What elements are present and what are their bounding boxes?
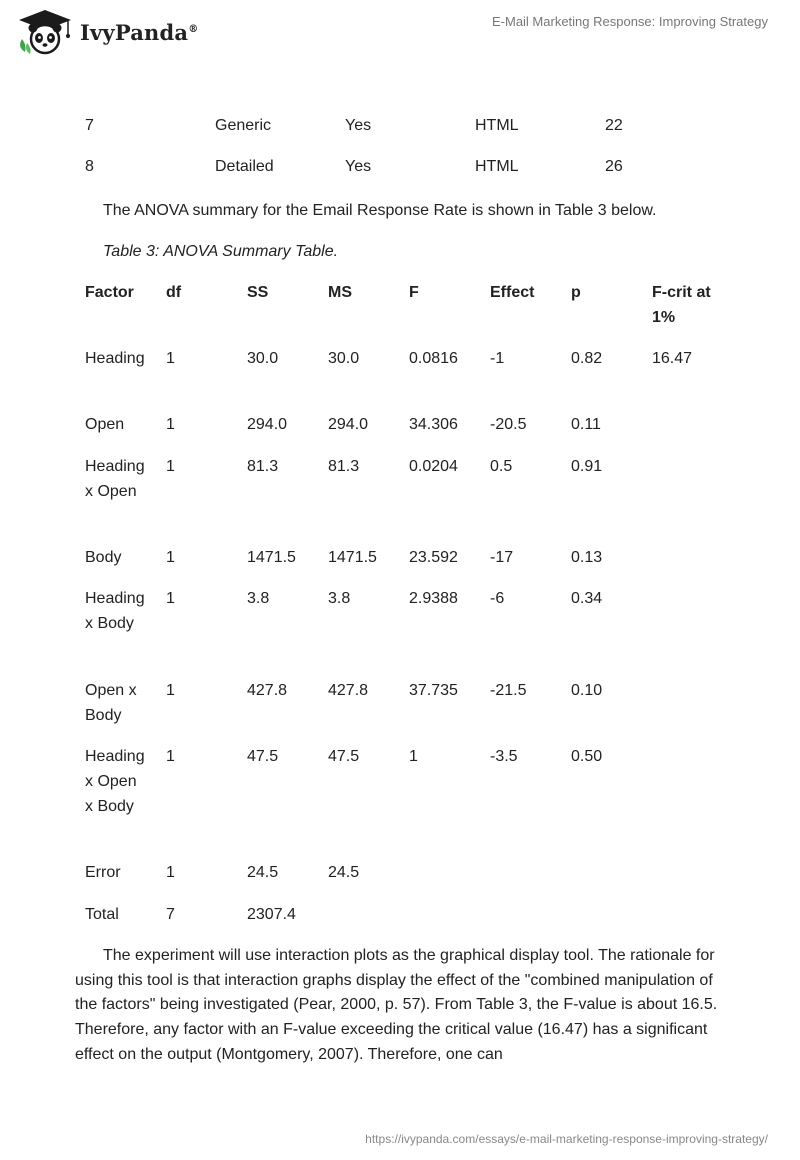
anova-cell-ms: 3.8 xyxy=(328,590,351,607)
design-format-7: HTML xyxy=(475,117,519,134)
anova-cell-f: 0.0204 xyxy=(409,458,458,475)
ivypanda-logo[interactable]: IvyPanda® xyxy=(16,9,198,55)
anova-cell-ss: 24.5 xyxy=(247,864,279,881)
anova-cell-p: 0.10 xyxy=(571,682,603,699)
anova-cell-f: 1 xyxy=(409,748,418,765)
anova-cell-f: 23.592 xyxy=(409,549,458,566)
anova-cell-df: 1 xyxy=(166,350,175,367)
anova-cell-df: 1 xyxy=(166,458,175,475)
anova-cell-ss: 1471.5 xyxy=(247,549,296,566)
anova-cell-p: 0.91 xyxy=(571,458,603,475)
anova-cell-p: 0.50 xyxy=(571,748,603,765)
anova-cell-ms: 81.3 xyxy=(328,458,360,475)
anova-cell-ms: 30.0 xyxy=(328,350,360,367)
anova-cell-ms: 427.8 xyxy=(328,682,369,699)
design-open-7: Yes xyxy=(345,117,372,134)
anova-cell-f: 37.735 xyxy=(409,682,458,699)
anova-cell-df: 1 xyxy=(166,416,175,433)
anova-cell-effect: 0.5 xyxy=(490,458,513,475)
design-run-7: 7 xyxy=(85,117,94,134)
anova-cell-fcrit: 16.47 xyxy=(652,350,693,367)
body-paragraph: The experiment will use interaction plots as the graphical display tool. The rationale for using this tool is that interaction graphs display the effect of the "combined manipulation of the factors" being investigated (Pear, 2000, p. 57). From Table 3, the F-value is about 16.5. Therefore, any factor with an F-value exceeding the critical value (16.47) has a significant effect on the output (Montgomery, 2007). Therefore, one can xyxy=(75,947,718,1063)
anova-cell-p: 0.13 xyxy=(571,549,603,566)
page-header xyxy=(0,0,800,60)
anova-cell-effect: -17 xyxy=(490,549,514,566)
anova-header-f: F xyxy=(409,284,419,301)
anova-cell-ss: 81.3 xyxy=(247,458,279,475)
anova-cell-factor: Total xyxy=(85,906,119,923)
anova-header-p: p xyxy=(571,284,581,301)
footer-url[interactable]: https://ivypanda.com/essays/e-mail-marketing-response-improving-strategy/ xyxy=(365,1132,768,1146)
anova-cell-df: 1 xyxy=(166,682,175,699)
design-body-7: Generic xyxy=(215,117,272,134)
anova-cell-p: 0.34 xyxy=(571,590,603,607)
anova-cell-factor: Body xyxy=(85,549,122,566)
anova-cell-df: 1 xyxy=(166,590,175,607)
anova-cell-df: 7 xyxy=(166,906,175,923)
anova-cell-factor: Heading x Open xyxy=(85,458,145,500)
anova-cell-effect: -20.5 xyxy=(490,416,527,433)
anova-cell-ss: 294.0 xyxy=(247,416,288,433)
anova-cell-factor: Open x Body xyxy=(85,682,137,724)
design-body-8: Detailed xyxy=(215,158,274,175)
intro-paragraph: The ANOVA summary for the Email Response Rate is shown in Table 3 below. xyxy=(103,202,657,219)
anova-cell-factor: Heading x Open x Body xyxy=(85,748,145,815)
anova-cell-effect: -21.5 xyxy=(490,682,527,699)
anova-cell-p: 0.82 xyxy=(571,350,603,367)
document-title: E-Mail Marketing Response: Improving Strategy xyxy=(491,14,768,29)
anova-cell-df: 1 xyxy=(166,549,175,566)
anova-cell-factor: Heading xyxy=(85,350,145,367)
anova-header-effect: Effect xyxy=(490,284,535,301)
anova-cell-ss: 427.8 xyxy=(247,682,288,699)
anova-cell-factor: Open xyxy=(85,416,125,433)
anova-header-factor: Factor xyxy=(85,284,134,301)
anova-cell-df: 1 xyxy=(166,748,175,765)
anova-cell-ss: 2307.4 xyxy=(247,906,296,923)
table-caption: Table 3: ANOVA Summary Table. xyxy=(103,243,339,260)
anova-cell-ss: 30.0 xyxy=(247,350,279,367)
anova-cell-ss: 47.5 xyxy=(247,748,279,765)
anova-header-ss: SS xyxy=(247,284,269,301)
anova-cell-df: 1 xyxy=(166,864,175,881)
anova-cell-f: 0.0816 xyxy=(409,350,458,367)
anova-cell-ms: 1471.5 xyxy=(328,549,377,566)
design-run-8: 8 xyxy=(85,158,94,175)
anova-header-fcrit: F-crit at 1% xyxy=(652,284,711,326)
anova-cell-ms: 294.0 xyxy=(328,416,369,433)
anova-cell-effect: -3.5 xyxy=(490,748,518,765)
anova-cell-effect: -1 xyxy=(490,350,505,367)
anova-cell-f: 34.306 xyxy=(409,416,458,433)
anova-cell-ss: 3.8 xyxy=(247,590,270,607)
anova-header-ms: MS xyxy=(328,284,352,301)
design-open-8: Yes xyxy=(345,158,372,175)
design-response-7: 22 xyxy=(605,117,623,134)
anova-cell-effect: -6 xyxy=(490,590,505,607)
design-format-8: HTML xyxy=(475,158,519,175)
anova-cell-ms: 47.5 xyxy=(328,748,360,765)
design-response-8: 26 xyxy=(605,158,623,175)
anova-cell-f: 2.9388 xyxy=(409,590,458,607)
anova-cell-ms: 24.5 xyxy=(328,864,360,881)
panda-logo-icon xyxy=(16,9,74,55)
anova-cell-factor: Heading x Body xyxy=(85,590,145,632)
anova-cell-p: 0.11 xyxy=(571,416,601,433)
anova-header-df: df xyxy=(166,284,182,301)
anova-cell-factor: Error xyxy=(85,864,121,881)
